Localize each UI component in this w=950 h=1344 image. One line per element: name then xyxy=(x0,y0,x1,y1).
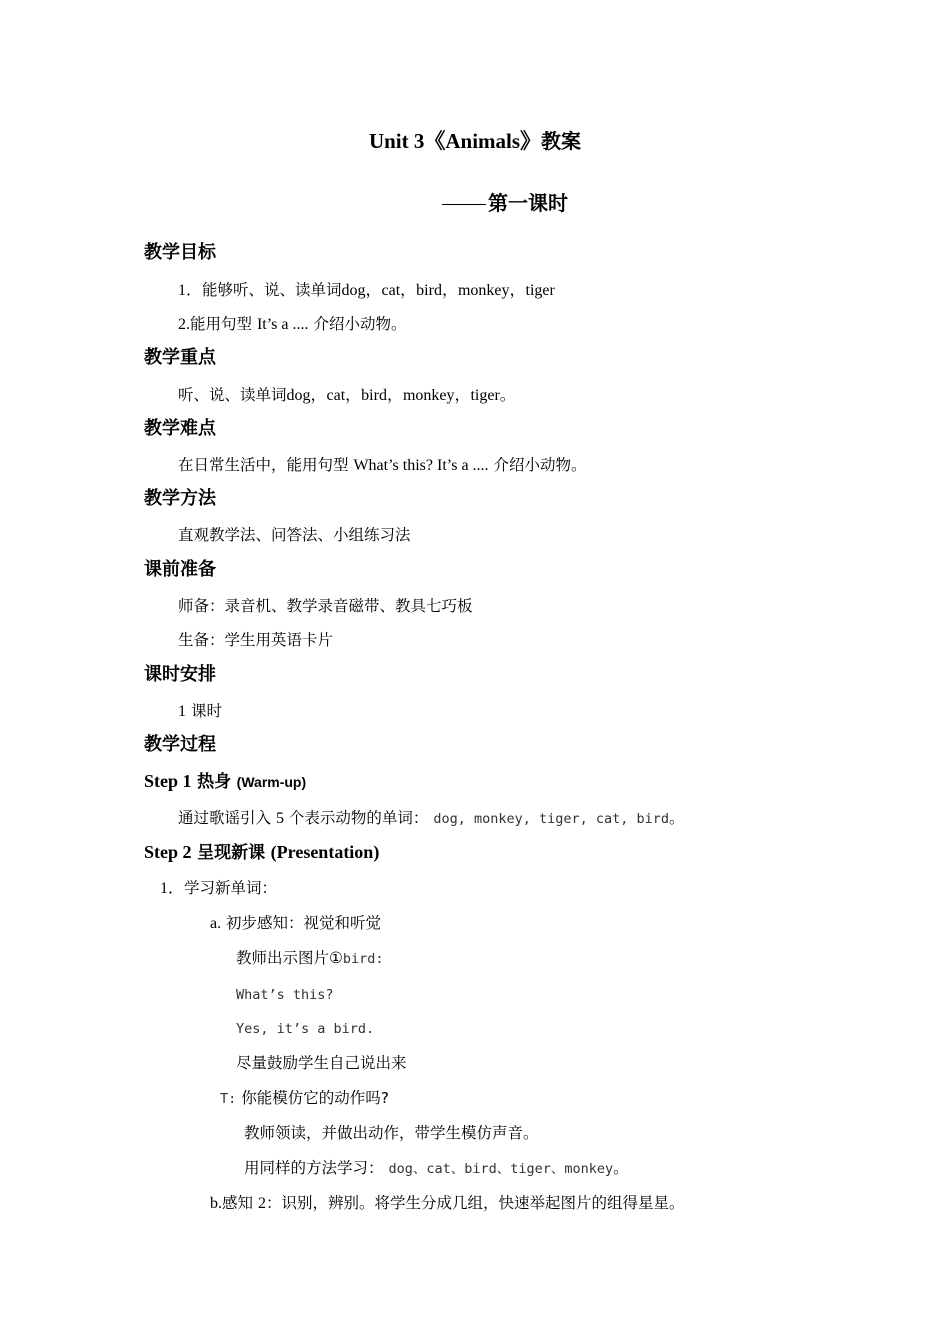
goals-line-2-num: 2. xyxy=(178,316,190,333)
document-subtitle xyxy=(442,188,568,218)
goals-line-2-cn-a: 能用句型 xyxy=(190,315,253,333)
preparation-teacher: 师备：录音机、教学录音磁带、教具七巧板 xyxy=(178,597,473,615)
goals-line-2-en: It’s a .... xyxy=(256,316,309,333)
heading-key-points: 教学重点 xyxy=(144,347,216,368)
heading-process: 教学过程 xyxy=(144,734,216,755)
step2-item-1-num: 1． xyxy=(160,880,185,897)
goals-line-2-cn-b: 介绍小动物。 xyxy=(313,315,407,333)
subtitle-dash xyxy=(442,204,486,205)
step2-answer-text: Yes, it’s a bird. xyxy=(236,1021,375,1037)
key-points-text xyxy=(178,383,516,408)
step2-show-text: 教师出示图片① xyxy=(236,949,343,967)
step1-text xyxy=(178,806,685,831)
step1-text-num: 5 xyxy=(275,810,284,827)
step2-b-label: b. xyxy=(210,1195,222,1212)
step2-question-text: What’s this? xyxy=(236,987,334,1003)
step1-text-end: 。 xyxy=(669,809,685,827)
title-prefix: Unit 3《Animals》 xyxy=(368,129,542,153)
difficulties-cn-b: 介绍小动物。 xyxy=(493,456,587,474)
step1-en: Step 1 xyxy=(144,771,192,791)
heading-goals: 教学目标 xyxy=(144,242,216,263)
step2-same-words: dog、cat、bird、tiger、monkey xyxy=(388,1161,614,1177)
step1-text-cn-a: 通过歌谣引入 xyxy=(178,809,272,827)
step2-same-line xyxy=(244,1156,629,1181)
schedule-num: 1 xyxy=(178,703,186,720)
step2-a-label: a. xyxy=(210,915,222,932)
step1-paren: (Warm-up) xyxy=(236,774,307,790)
difficulties-en: What’s this? It’s a .... xyxy=(353,457,489,474)
schedule-cn: 课时 xyxy=(190,702,222,720)
goals-line-1-num: 1． xyxy=(178,282,203,299)
step1-heading xyxy=(144,768,306,795)
methods-text: 直观教学法、问答法、小组练习法 xyxy=(178,526,411,544)
step2-question xyxy=(236,982,334,1007)
step2-paren: (Presentation) xyxy=(270,842,380,862)
heading-difficulties: 教学难点 xyxy=(144,418,216,439)
schedule-text xyxy=(178,699,222,724)
step2-b-text-b: ：识别，辨别。将学生分成几组，快速举起图片的组得星星。 xyxy=(265,1194,685,1212)
step2-t-label: T: xyxy=(220,1091,237,1107)
goals-line-1-cn: 能够听、说、读单词 xyxy=(202,281,342,299)
heading-methods: 教学方法 xyxy=(144,488,216,509)
step2-a-text: 初步感知：视觉和听觉 xyxy=(226,914,382,932)
step2-same-end: 。 xyxy=(613,1159,629,1177)
key-points-cn: 听、说、读单词 xyxy=(178,386,287,404)
step1-text-cn-b: 个表示动物的单词： xyxy=(288,809,429,827)
heading-schedule: 课时安排 xyxy=(144,664,216,685)
step2-cn: 呈现新课 xyxy=(197,843,266,863)
step1-cn: 热身 xyxy=(197,772,232,792)
step2-t-line xyxy=(220,1086,389,1111)
step2-encourage: 尽量鼓励学生自己说出来 xyxy=(236,1054,407,1072)
step1-text-words: dog, monkey, tiger, cat, bird xyxy=(433,811,670,827)
heading-preparation: 课前准备 xyxy=(144,559,216,580)
step2-b-text-a: 感知 xyxy=(222,1194,254,1212)
step2-lead: 教师领读，并做出动作，带学生模仿声音。 xyxy=(244,1124,539,1142)
step2-b-num: 2 xyxy=(257,1195,266,1212)
difficulties-text xyxy=(178,453,587,478)
subtitle-text: 第一课时 xyxy=(488,191,568,215)
step2-t-text: 你能模仿它的动作吗? xyxy=(241,1089,389,1107)
goals-line-2 xyxy=(178,312,406,337)
step2-item-1-text: 学习新单词： xyxy=(184,879,278,897)
key-points-en: dog，cat，bird，monkey，tiger。 xyxy=(286,387,516,404)
step2-item-1 xyxy=(160,876,277,901)
step2-b-line xyxy=(210,1191,684,1216)
step2-a-line xyxy=(210,911,381,936)
goals-line-1 xyxy=(178,278,555,303)
step2-heading xyxy=(144,839,379,866)
difficulties-cn-a: 在日常生活中，能用句型 xyxy=(178,456,349,474)
preparation-student: 生备：学生用英语卡片 xyxy=(178,631,334,649)
step2-answer xyxy=(236,1016,374,1041)
document-title xyxy=(0,126,950,156)
title-suffix: 教案 xyxy=(541,129,582,153)
step2-same-cn: 用同样的方法学习： xyxy=(244,1159,384,1177)
goals-line-1-en: dog，cat，bird，monkey，tiger xyxy=(341,282,555,299)
step2-en: Step 2 xyxy=(144,842,192,862)
step2-show-word: bird: xyxy=(342,951,384,967)
step2-show-line xyxy=(236,946,384,971)
